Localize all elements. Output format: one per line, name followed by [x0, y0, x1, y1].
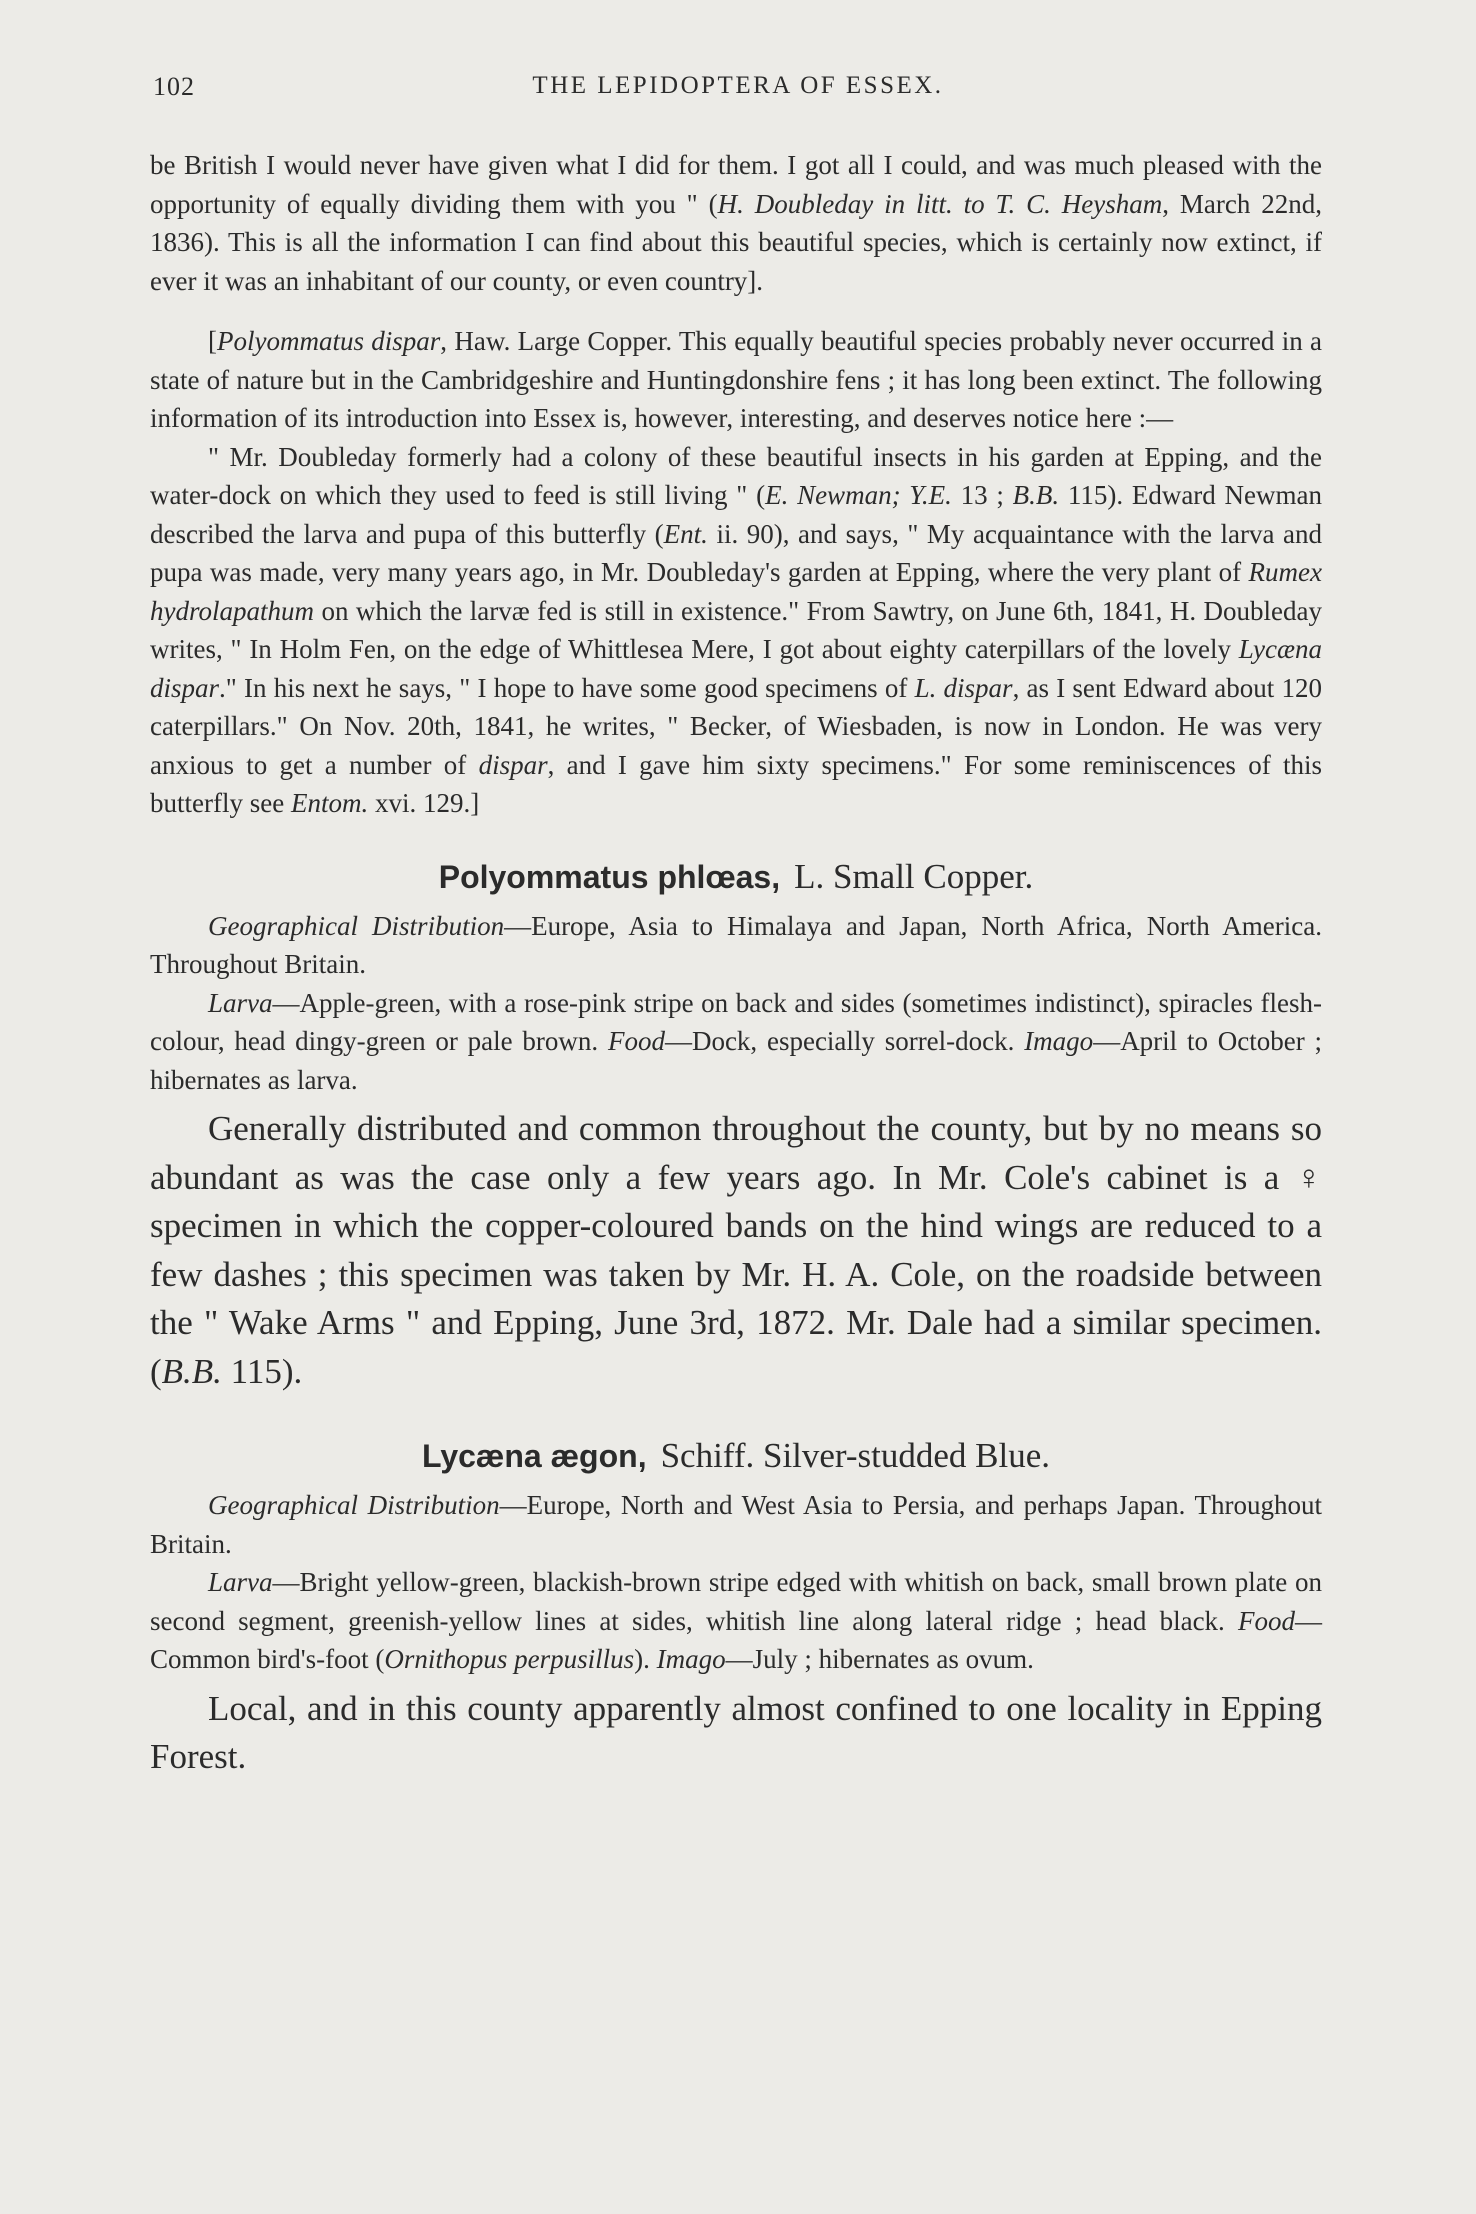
text-run: —July ; hibernates as ovum.: [725, 1644, 1034, 1674]
label-italic: Imago: [1024, 1026, 1094, 1056]
text-run: , March 22nd, 1836). This is all the information I can find about this beautiful species, which is certainly now extinct, if ever it was an inhabitant of our county, or even country].: [150, 188, 1323, 296]
label-italic: Imago: [656, 1644, 726, 1674]
text-run: , Haw. Large Copper. This equally beautiful species probably never occurred in a state of nature but in the Cambridgeshire and Huntingdonshire fens ; it has long been extinct. The following information of its introduction into Essex is, however, interesting, and deserves notice here :—: [150, 326, 1322, 433]
species-heading-aegon: [150, 1432, 1322, 1480]
species-author-common-name: Schiff. Silver-studded Blue.: [660, 1436, 1051, 1475]
page-number: 102: [153, 72, 195, 101]
species-italic: Lycæna dispar: [150, 634, 1322, 703]
text-run: 13 ;: [951, 480, 1013, 510]
text-run: [: [208, 326, 217, 356]
species-name: Polyommatus phlœas,: [438, 858, 781, 895]
species-italic: Polyommatus dispar: [217, 326, 441, 356]
text-run: —Bright yellow-green, blackish-brown stripe edged with whitish on back, small brown plate on second segment, greenish-yellow lines at sides, whitish line along lateral ridge ; head black.: [150, 1567, 1322, 1636]
text-run: xvi. 129.]: [368, 788, 480, 818]
text-run: on which the larvæ fed is still in existence." From Sawtry, on June 6th, 1841, H. Doubleday writes, " In Holm Fen, on the edge of Whittlesea Mere, I got about eighty caterpillars of the lovely: [150, 595, 1322, 664]
citation-italic: H. Doubleday in litt. to T. C. Heysham: [717, 188, 1163, 219]
aegon-distribution: [150, 1486, 1322, 1563]
text-run: —Apple-green, with a rose-pink stripe on back and sides (sometimes indistinct), spiracles flesh-colour, head dingy-green or pale brown.: [150, 987, 1322, 1056]
label-italic: Food: [1238, 1605, 1295, 1636]
text-run: be British I would never have given what I did for them. I got all I could, and was much pleased with the opportunity of equally dividing them with you " (: [150, 150, 1322, 219]
text-run: ." In his next he says, " I hope to have some good specimens of: [219, 672, 915, 703]
running-title: THE LEPIDOPTERA OF ESSEX.: [532, 72, 944, 99]
species-italic: dispar: [478, 749, 548, 780]
text-run: —Europe, North and West Asia to Persia, and perhaps Japan. Throughout Britain.: [150, 1490, 1322, 1559]
species-name: Lycæna ægon,: [421, 1438, 647, 1474]
text-run: 115).: [221, 1351, 303, 1391]
phlaeas-larva: [150, 984, 1322, 1100]
phlaeas-distribution: [150, 907, 1322, 984]
species-italic: L. dispar: [914, 672, 1013, 703]
text-run: —Dock, especially sorrel-dock.: [664, 1026, 1025, 1056]
label-italic: Food: [607, 1026, 665, 1056]
text-run: —April to October ; hibernates as larva.: [150, 1026, 1322, 1095]
citation-italic: Ent.: [663, 518, 708, 549]
page-body: [150, 146, 1322, 1782]
phlaeas-main-text: [150, 1105, 1322, 1396]
text-run: Generally distributed and common throughout the county, but by no means so abundant as was the case only a few years ago. In Mr. Cole's cabinet is a ♀ specimen in which the copper-coloured bands on the hind wings are reduced to a few dashes ; this specimen was taken by Mr. H. A. Cole, on the roadside between the " Wake Arms " and Epping, June 3rd, 1872. Mr. Dale had a similar specimen. (: [150, 1109, 1322, 1391]
label-italic: Geographical Distribution: [208, 910, 505, 941]
species-italic: Ornithopus perpusillus: [384, 1644, 635, 1674]
text-run: " Mr. Doubleday formerly had a colony of these beautiful insects in his garden at Epping, and the water-dock on which they used to feed is still living " (: [150, 441, 1322, 510]
large-copper-paragraph: [150, 322, 1322, 438]
text-run: , and I gave him sixty specimens." For some reminiscences of this butterfly see: [150, 749, 1322, 818]
label-italic: Larva: [208, 987, 273, 1018]
citation-italic: B.B.: [161, 1351, 222, 1391]
label-italic: Geographical Distribution: [208, 1490, 500, 1520]
species-heading-phlaeas: [150, 853, 1322, 901]
species-author-common-name: L. Small Copper.: [794, 856, 1034, 896]
label-italic: Larva: [208, 1567, 273, 1597]
citation-italic: Entom.: [290, 788, 369, 818]
citation-italic: E. Newman; Y.E.: [765, 480, 952, 510]
text-run: —Europe, Asia to Himalaya and Japan, North Africa, North America. Throughout Britain.: [150, 910, 1322, 979]
intro-paragraph: [150, 146, 1322, 300]
text-run: —Common bird's-foot (: [150, 1605, 1322, 1674]
citation-italic: B.B.: [1012, 480, 1060, 510]
text-run: , as I sent Edward about 120 caterpillars." On Nov. 20th, 1841, he writes, " Becker, of Wiesbaden, is now in London. He was very anxious to get a number of: [150, 672, 1322, 780]
page-header: [153, 72, 1323, 112]
text-run: ii. 90), and says, " My acquaintance with the larva and pupa was made, very many years ago, in Mr. Doubleday's garden at Epping, where the very plant of: [150, 518, 1322, 587]
species-italic: Rumex hydrolapathum: [150, 557, 1322, 626]
aegon-main-text: Local, and in this county apparently almost confined to one locality in Epping Forest.: [150, 1688, 1322, 1776]
text-run: ).: [634, 1644, 657, 1674]
doubleday-paragraph: [150, 438, 1322, 823]
text-run: 115). Edward Newman described the larva and pupa of this butterfly (: [150, 480, 1323, 549]
aegon-larva: [150, 1563, 1322, 1679]
